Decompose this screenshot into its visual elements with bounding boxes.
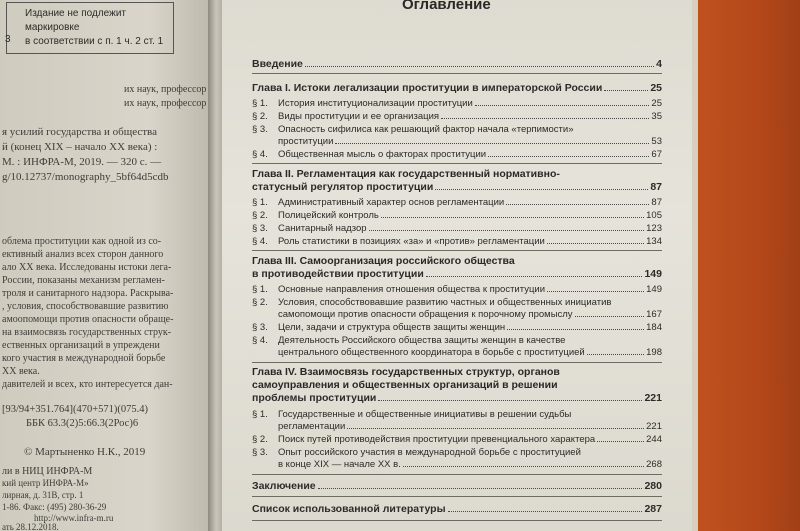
udc-code: [93/94+351.764](470+571)(075.4)	[2, 404, 148, 415]
left-text-line: , условия, способствовавшие развитию	[2, 301, 169, 312]
toc-chapter-4	[252, 392, 662, 404]
toc-section	[252, 236, 662, 247]
toc-section	[252, 409, 662, 420]
left-text-line: ать 28.12.2018.	[2, 522, 59, 531]
toc-section-cont	[278, 421, 662, 432]
section-number: § 4.	[252, 335, 268, 346]
section-label-cont: центрального общественного координатора в борьбе с проституцией	[278, 347, 585, 358]
toc-entry-page: 4	[656, 58, 662, 70]
left-text-line: ественных организаций в упреждени	[2, 340, 160, 351]
page-title: Оглавление	[402, 0, 491, 13]
marking-notice-box	[6, 2, 174, 54]
section-number: § 2.	[252, 111, 268, 122]
section-page: 87	[651, 197, 662, 208]
left-text-line: их наук, профессор	[124, 84, 207, 95]
section-number: § 2.	[252, 434, 268, 445]
section-label: Санитарный надзор	[278, 223, 367, 234]
toc-entry-page: 287	[644, 503, 662, 515]
left-text-line: М. : ИНФРА-М, 2019. — 320 с. —	[2, 156, 162, 168]
toc-section	[252, 210, 662, 221]
left-text-line: g/10.12737/monography_5bf64d5cdb	[2, 171, 169, 183]
left-text-line: троля и санитарного надзора. Раскрыва-	[2, 288, 174, 299]
toc-entry-intro	[252, 58, 662, 70]
section-label: Основные направления отношения общества к проституции	[278, 284, 546, 295]
section-page: 167	[646, 309, 662, 320]
section-page: 149	[646, 284, 662, 295]
chapter-page: 149	[644, 268, 662, 280]
section-number: § 3.	[252, 447, 268, 458]
section-page: 123	[646, 223, 662, 234]
marking-line-1: Издание не подлежит маркировке	[25, 8, 126, 33]
section-page: 35	[651, 111, 662, 122]
toc-section	[252, 447, 662, 458]
left-text-line: на взаимосвязь государственных струк-	[2, 327, 172, 338]
section-page: 268	[646, 459, 662, 470]
toc-entry-label: Заключение	[252, 480, 316, 492]
chapter-title: Глава IV. Взаимосвязь государственных структур, органов	[252, 366, 560, 378]
section-label: Поиск путей противодействия проституции превенциального характера	[278, 434, 596, 445]
marking-line-2: в соответствии с п. 1 ч. 2 ст. 1	[25, 36, 164, 47]
toc-section	[252, 335, 662, 346]
section-label-cont: проституции	[278, 136, 334, 147]
section-page: 184	[646, 322, 662, 333]
section-label: Условия, способствовавшие развитию частных и общественных инициатив	[278, 297, 612, 308]
left-text-line: кий центр ИНФРА-М»	[2, 478, 89, 488]
section-label: Опыт российского участия в международной борьбе с проституцией	[278, 447, 581, 458]
website-line: http://www.infra-m.ru	[34, 513, 114, 523]
toc-entry-page: 280	[644, 480, 662, 492]
toc-section	[252, 322, 662, 333]
divider	[252, 496, 662, 497]
chapter-title-cont: проблемы проституции	[252, 392, 377, 404]
divider	[252, 163, 662, 164]
toc-section-cont	[278, 347, 662, 358]
toc-entry-conclusion	[252, 480, 662, 492]
section-number: § 3.	[252, 322, 268, 333]
section-label: Опасность сифилиса как решающий фактор начала «терпимости»	[278, 124, 574, 135]
toc-chapter-1	[252, 82, 662, 94]
section-page: 134	[646, 236, 662, 247]
section-number: § 4.	[252, 149, 268, 160]
copyright-line: © Мартыненко Н.К., 2019	[24, 446, 146, 458]
toc-section	[252, 297, 662, 308]
chapter-title-cont: в противодействии проституции	[252, 268, 424, 280]
chapter-title: Глава II. Регламентация как государственный нормативно-	[252, 168, 560, 180]
toc-section-cont	[278, 136, 662, 147]
chapter-page: 221	[644, 392, 662, 404]
section-page: 105	[646, 210, 662, 221]
toc-section	[252, 223, 662, 234]
left-text-line: ало XX века. Исследованы истоки лега-	[2, 262, 172, 273]
section-label-cont: в конце XIX — начале XX в.	[278, 459, 401, 470]
toc-section	[252, 111, 662, 122]
section-number: § 2.	[252, 210, 268, 221]
left-text-line: России, показаны механизм регламен-	[2, 275, 165, 286]
section-label: История институционализации проституции	[278, 98, 473, 109]
section-page: 25	[651, 98, 662, 109]
section-number: § 1.	[252, 409, 268, 420]
left-text-line: облема проституции как одной из со-	[2, 236, 162, 247]
toc-section	[252, 284, 662, 295]
section-page: 67	[651, 149, 662, 160]
left-text-line: я усилий государства и общества	[2, 126, 157, 138]
section-number: § 3.	[252, 223, 268, 234]
section-label: Государственные и общественные инициативы в решении судьбы	[278, 409, 572, 420]
toc-section-cont	[278, 459, 662, 470]
toc-page	[222, 0, 694, 531]
chapter-title-cont: самоуправления и общественных организаций в решении	[252, 379, 558, 391]
section-number: § 1.	[252, 284, 268, 295]
left-text-line: давителей и всех, кто интересуется дан-	[2, 379, 173, 390]
section-number: § 1.	[252, 197, 268, 208]
section-number: § 1.	[252, 98, 268, 109]
section-label: Роль статистики в позициях «за» и «против» регламентации	[278, 236, 545, 247]
toc-chapter-3	[252, 268, 662, 280]
left-text-line: й (конец XIX – начало XX века) :	[2, 141, 158, 153]
toc-section	[252, 149, 662, 160]
divider	[252, 73, 662, 74]
section-label: Полицейский контроль	[278, 210, 379, 221]
divider	[252, 474, 662, 475]
toc-chapter-2	[252, 181, 662, 193]
section-page: 198	[646, 347, 662, 358]
section-page: 221	[646, 421, 662, 432]
section-label-cont: самопомощи против опасности обращения к порочному промыслу	[278, 309, 573, 320]
section-page: 53	[651, 136, 662, 147]
left-page	[0, 0, 212, 531]
section-number: § 2.	[252, 297, 268, 308]
marking-box-number: 3	[5, 34, 11, 45]
left-text-line: кого участия в международной борьбе	[2, 353, 166, 364]
left-text-line: 1-86. Факс: (495) 280-36-29	[2, 502, 107, 512]
section-page: 244	[646, 434, 662, 445]
left-text-line: их наук, профессор	[124, 98, 207, 109]
section-label: Административный характер основ регламентации	[278, 197, 505, 208]
section-label: Виды проституции и ее организация	[278, 111, 440, 122]
section-number: § 3.	[252, 124, 268, 135]
section-label: Общественная мысль о факторах проституции	[278, 149, 487, 160]
divider	[252, 362, 662, 363]
section-label-cont: регламентации	[278, 421, 346, 432]
toc-entry-bibliography	[252, 503, 662, 515]
toc-section	[252, 434, 662, 445]
toc-entry-label: Список использованной литературы	[252, 503, 446, 515]
section-label: Цели, задачи и структура обществ защиты женщин	[278, 322, 506, 333]
left-text-line: ли в НИЦ ИНФРА-М	[2, 466, 93, 477]
toc-entry-label: Введение	[252, 58, 303, 70]
section-label: Деятельность Российского общества защиты женщин в качестве	[278, 335, 566, 346]
toc-section	[252, 124, 662, 135]
toc-section-cont	[278, 309, 662, 320]
toc-section	[252, 197, 662, 208]
left-text-line: лирная, д. 31В, стр. 1	[2, 490, 84, 500]
divider	[252, 520, 662, 521]
chapter-page: 25	[650, 82, 662, 94]
divider	[252, 250, 662, 251]
book-cover-edge	[692, 0, 800, 531]
section-number: § 4.	[252, 236, 268, 247]
chapter-title: Глава I. Истоки легализации проституции в императорской России	[252, 82, 603, 94]
left-text-line: амоопомощи против опасности обраще-	[2, 314, 174, 325]
chapter-page: 87	[650, 181, 662, 193]
chapter-title: Глава III. Самоорганизация российского общества	[252, 255, 515, 267]
left-text-line: ективный анализ всех сторон данного	[2, 249, 164, 260]
bbk-code: ББК 63.3(2)5:66.3(2Рос)6	[26, 418, 139, 429]
chapter-title-cont: статусный регулятор проституции	[252, 181, 434, 193]
left-text-line: XX века.	[2, 366, 40, 377]
toc-section	[252, 98, 662, 109]
